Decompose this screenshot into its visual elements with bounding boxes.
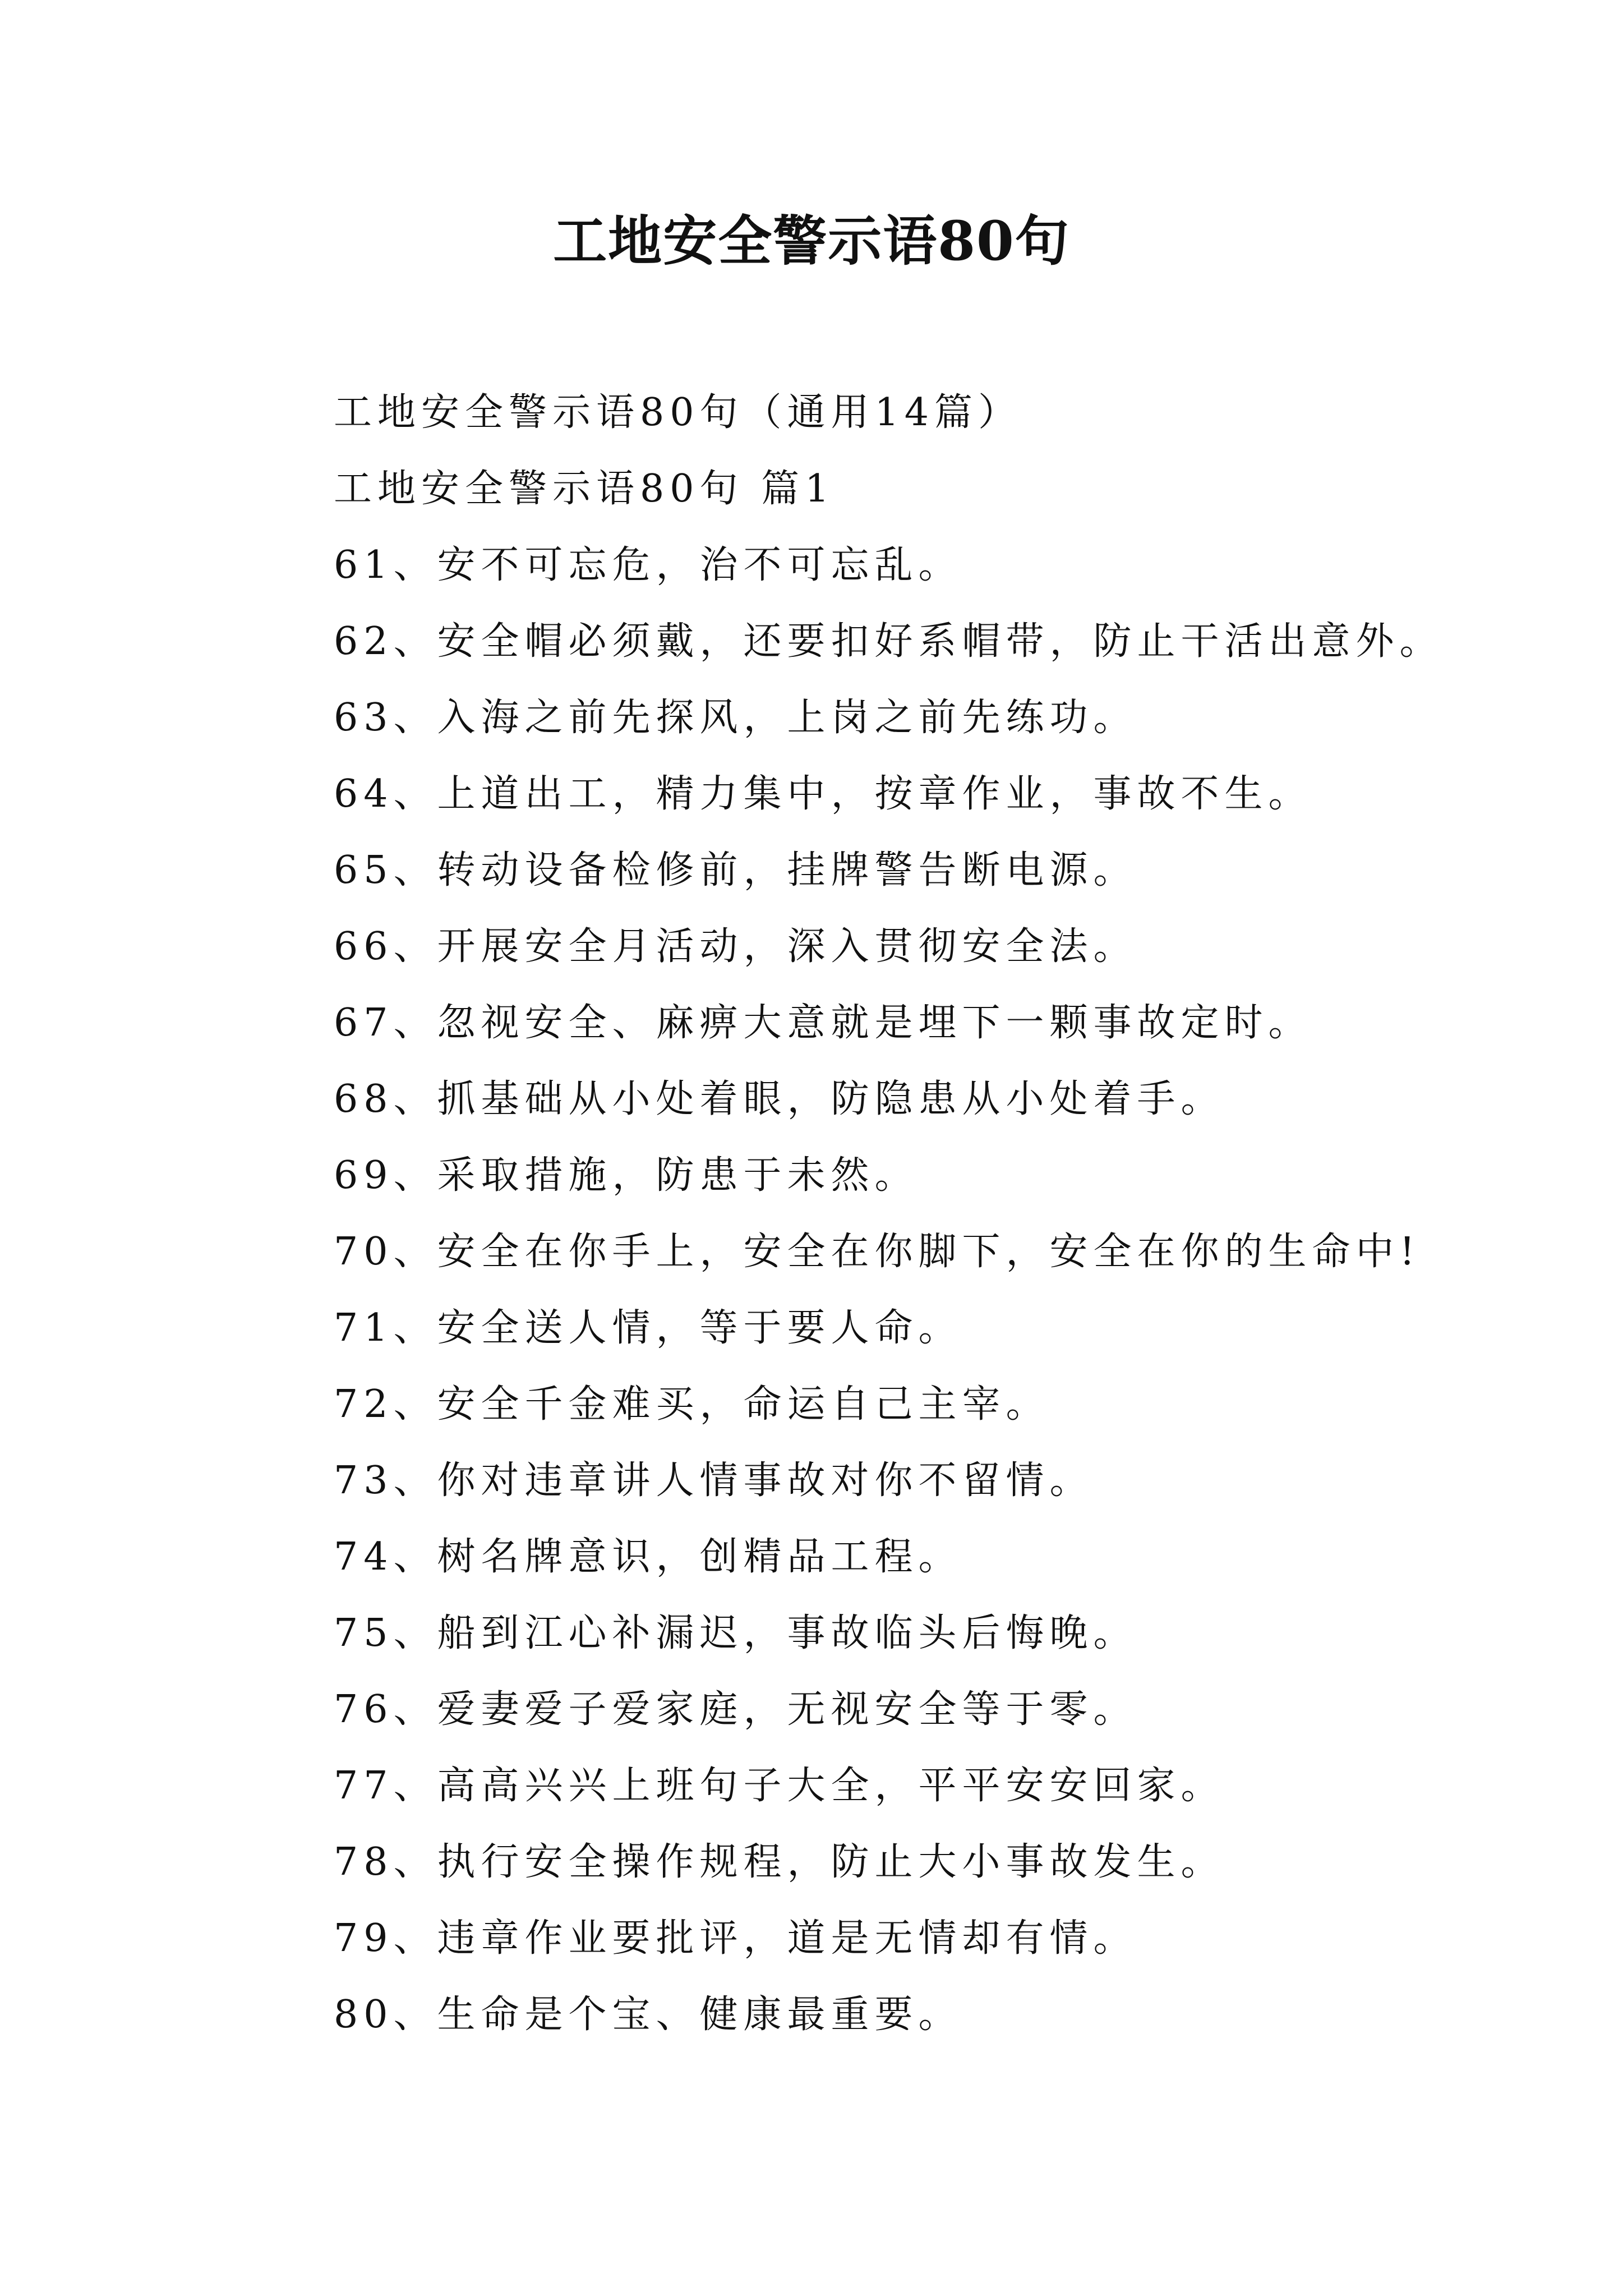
list-item: 79、违章作业要批评，道是无情却有情。 (334, 1916, 1137, 1961)
list-item: 74、树名牌意识，创精品工程。 (334, 1535, 962, 1579)
list-item: 69、采取措施，防患于未然。 (334, 1153, 919, 1198)
list-item: 68、抓基础从小处着眼，防隐患从小处着手。 (334, 1077, 1225, 1121)
document-subtitle: 工地安全警示语80句（通用14篇） (334, 390, 1022, 435)
list-item: 61、安不可忘危，治不可忘乱。 (334, 543, 962, 587)
list-item: 64、上道出工，精力集中，按章作业，事故不生。 (334, 772, 1312, 816)
list-item: 65、转动设备检修前，挂牌警告断电源。 (334, 848, 1137, 892)
list-item: 70、安全在你手上，安全在你脚下，安全在你的生命中! (334, 1230, 1421, 1274)
list-item: 67、忽视安全、麻痹大意就是埋下一颗事故定时。 (334, 1001, 1312, 1045)
list-item: 62、安全帽必须戴，还要扣好系帽带，防止干活出意外。 (334, 619, 1444, 664)
list-item: 72、安全千金难买，命运自己主宰。 (334, 1382, 1050, 1427)
list-item: 63、入海之前先探风，上岗之前先练功。 (334, 696, 1137, 740)
document-title: 工地安全警示语80句 (553, 209, 1070, 273)
list-item: 66、开展安全月活动，深入贯彻安全法。 (334, 924, 1137, 969)
list-item: 75、船到江心补漏迟，事故临头后悔晚。 (334, 1611, 1137, 1655)
list-item: 73、你对违章讲人情事故对你不留情。 (334, 1458, 1094, 1503)
document-body (334, 375, 1567, 2053)
list-item: 71、安全送人情，等于要人命。 (334, 1306, 962, 1350)
list-item: 76、爱妻爱子爱家庭，无视安全等于零。 (334, 1687, 1137, 1732)
list-item: 80、生命是个宝、健康最重要。 (334, 1993, 962, 2037)
list-item: 77、高高兴兴上班句子大全，平平安安回家。 (334, 1764, 1225, 1808)
list-item: 78、执行安全操作规程，防止大小事故发生。 (334, 1840, 1225, 1884)
section-heading: 工地安全警示语80句 篇1 (334, 467, 835, 511)
